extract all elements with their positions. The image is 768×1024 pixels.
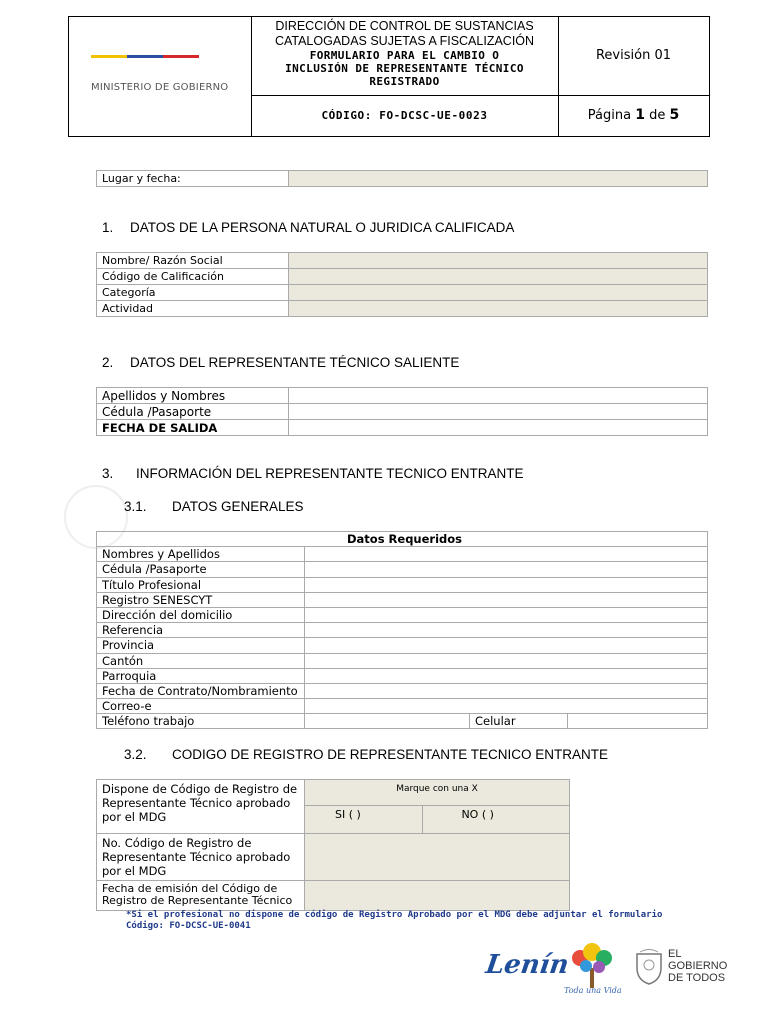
table-header: Datos Requeridos	[97, 532, 708, 547]
row-label: Apellidos y Nombres	[97, 388, 289, 404]
flag-yellow	[91, 55, 127, 58]
referencia-field[interactable]	[305, 623, 708, 638]
row-label: Referencia	[97, 623, 305, 638]
form-title-line1: FORMULARIO PARA EL CAMBIO O	[309, 49, 500, 62]
section31-number: 3.1.	[124, 499, 147, 514]
section2-number: 2.	[102, 355, 114, 370]
revision: Revisión 01	[558, 17, 709, 96]
ministry-logo	[69, 17, 252, 136]
table-row	[97, 388, 708, 404]
row-label: FECHA DE SALIDA	[97, 420, 289, 436]
table-row	[97, 834, 570, 881]
table-row	[97, 780, 570, 806]
si-checkbox[interactable]: SI ( )	[305, 806, 423, 834]
table-row	[97, 683, 708, 698]
apellidos-nombres-field[interactable]	[289, 388, 708, 404]
fecha-emision-field[interactable]	[305, 881, 570, 911]
direccion-field[interactable]	[305, 607, 708, 622]
form-title-line3: REGISTRADO	[369, 75, 440, 88]
page-indicator	[558, 95, 709, 136]
registro-table	[96, 779, 570, 911]
table-row	[97, 623, 708, 638]
row-label: Parroquia	[97, 668, 305, 683]
header-title-cell	[251, 17, 559, 96]
lenin-logo: Lenín	[483, 950, 571, 980]
gobierno-de-todos-logo	[668, 948, 727, 984]
table-row	[97, 714, 708, 729]
section32-heading	[124, 747, 608, 762]
row-label: Cédula /Pasaporte	[97, 404, 289, 420]
table-row	[97, 171, 708, 187]
correo-field[interactable]	[305, 699, 708, 714]
footnote	[126, 910, 662, 932]
table-row	[97, 881, 570, 911]
gobierno-line3: DE TODOS	[668, 972, 726, 984]
titulo-field[interactable]	[305, 577, 708, 592]
senescyt-field[interactable]	[305, 592, 708, 607]
table-row	[97, 577, 708, 592]
toda-una-vida-label: Toda una Vida	[564, 986, 622, 995]
section31-heading	[124, 499, 304, 514]
canton-field[interactable]	[305, 653, 708, 668]
row-label: Teléfono trabajo	[97, 714, 305, 729]
section1-number: 1.	[102, 220, 114, 235]
numero-codigo-field[interactable]	[305, 834, 570, 881]
celular-field[interactable]	[568, 714, 707, 728]
nombres-field[interactable]	[305, 547, 708, 562]
section2-heading	[102, 355, 459, 370]
table-row	[97, 269, 708, 285]
table-row	[97, 253, 708, 269]
table-row	[97, 607, 708, 622]
table-row	[97, 404, 708, 420]
lugar-fecha-table	[96, 170, 708, 187]
gobierno-line2: GOBIERNO	[668, 960, 728, 972]
table-row	[97, 592, 708, 607]
table-row	[97, 301, 708, 317]
table-row	[97, 668, 708, 683]
row-label: Dispone de Código de Registro de Representante Técnico aprobado por el MDG	[97, 780, 305, 834]
razon-social-field[interactable]	[289, 253, 708, 269]
row-label: Cédula /Pasaporte	[97, 562, 305, 577]
gobierno-line1: EL	[668, 948, 682, 960]
actividad-field[interactable]	[289, 301, 708, 317]
datos-generales-table	[96, 531, 708, 729]
header-title-line2: CATALOGADAS SUJETAS A FISCALIZACIÓN	[274, 34, 535, 48]
section31-title: DATOS GENERALES	[172, 499, 304, 514]
section3-heading	[102, 466, 524, 481]
row-label: Cantón	[97, 653, 305, 668]
row-label: Categoría	[97, 285, 289, 301]
coat-of-arms-icon	[634, 948, 664, 986]
mark-hint: Marque con una X	[305, 780, 570, 806]
flag-red	[163, 55, 199, 58]
footnote-line2: Código: FO-DCSC-UE-0041	[126, 921, 251, 931]
fecha-salida-field[interactable]	[289, 420, 708, 436]
header-title-line1: DIRECCIÓN DE CONTROL DE SUSTANCIAS	[275, 19, 534, 33]
telefono-field[interactable]	[305, 714, 470, 729]
page-of: de	[649, 108, 666, 123]
cedula-field[interactable]	[289, 404, 708, 420]
section2-table	[96, 387, 708, 436]
table-row	[97, 420, 708, 436]
no-checkbox[interactable]: NO ( )	[423, 806, 570, 834]
table-row	[97, 653, 708, 668]
table-row	[97, 699, 708, 714]
row-label: No. Código de Registro de Representante Técnico aprobado por el MDG	[97, 834, 305, 881]
categoria-field[interactable]	[289, 285, 708, 301]
celular-cell	[470, 714, 708, 729]
row-label: Título Profesional	[97, 577, 305, 592]
parroquia-field[interactable]	[305, 668, 708, 683]
flag-stripe	[91, 55, 199, 58]
section3-number: 3.	[102, 466, 114, 481]
fecha-contrato-field[interactable]	[305, 683, 708, 698]
section32-title: CODIGO DE REGISTRO DE REPRESENTANTE TECNICO ENTRANTE	[172, 747, 609, 762]
lugar-fecha-label: Lugar y fecha:	[97, 171, 289, 187]
codigo-calificacion-field[interactable]	[289, 269, 708, 285]
row-label: Dirección del domicilio	[97, 607, 305, 622]
table-row	[97, 547, 708, 562]
row-label: Fecha de Contrato/Nombramiento	[97, 683, 305, 698]
table-row	[97, 532, 708, 547]
cedula-entrante-field[interactable]	[305, 562, 708, 577]
document-header	[68, 16, 710, 137]
ministry-name: MINISTERIO DE GOBIERNO	[91, 82, 229, 93]
row-label: Código de Calificación	[97, 269, 289, 285]
page-current: 1	[635, 107, 645, 123]
row-label: Correo-e	[97, 699, 305, 714]
section1-table	[96, 252, 708, 317]
row-label: Nombre/ Razón Social	[97, 253, 289, 269]
row-label: Nombres y Apellidos	[97, 547, 305, 562]
row-label: Registro SENESCYT	[97, 592, 305, 607]
section3-title: INFORMACIÓN DEL REPRESENTANTE TECNICO ENTRANTE	[136, 466, 524, 481]
section1-heading	[102, 220, 514, 235]
page-prefix: Página	[587, 108, 632, 123]
form-code: CÓDIGO: FO-DCSC-UE-0023	[251, 95, 559, 136]
section32-number: 3.2.	[124, 747, 147, 762]
table-row	[97, 638, 708, 653]
section2-title: DATOS DEL REPRESENTANTE TÉCNICO SALIENTE	[130, 355, 460, 370]
form-title-line2: INCLUSIÓN DE REPRESENTANTE TÉCNICO	[285, 62, 524, 75]
row-label: Actividad	[97, 301, 289, 317]
row-label: Fecha de emisión del Código de Registro de Representante Técnico	[97, 881, 305, 911]
celular-label: Celular	[470, 714, 568, 728]
tree-logo-icon	[566, 942, 618, 990]
row-label: Provincia	[97, 638, 305, 653]
provincia-field[interactable]	[305, 638, 708, 653]
footnote-line1: *Si el profesional no dispone de código de Registro Aprobado por el MDG debe adjuntar el formulario	[126, 910, 663, 920]
section1-title: DATOS DE LA PERSONA NATURAL O JURIDICA CALIFICADA	[130, 220, 515, 235]
table-row	[97, 285, 708, 301]
table-row	[97, 562, 708, 577]
lugar-fecha-field[interactable]	[289, 171, 708, 187]
flag-blue	[127, 55, 163, 58]
page-total: 5	[669, 107, 680, 123]
